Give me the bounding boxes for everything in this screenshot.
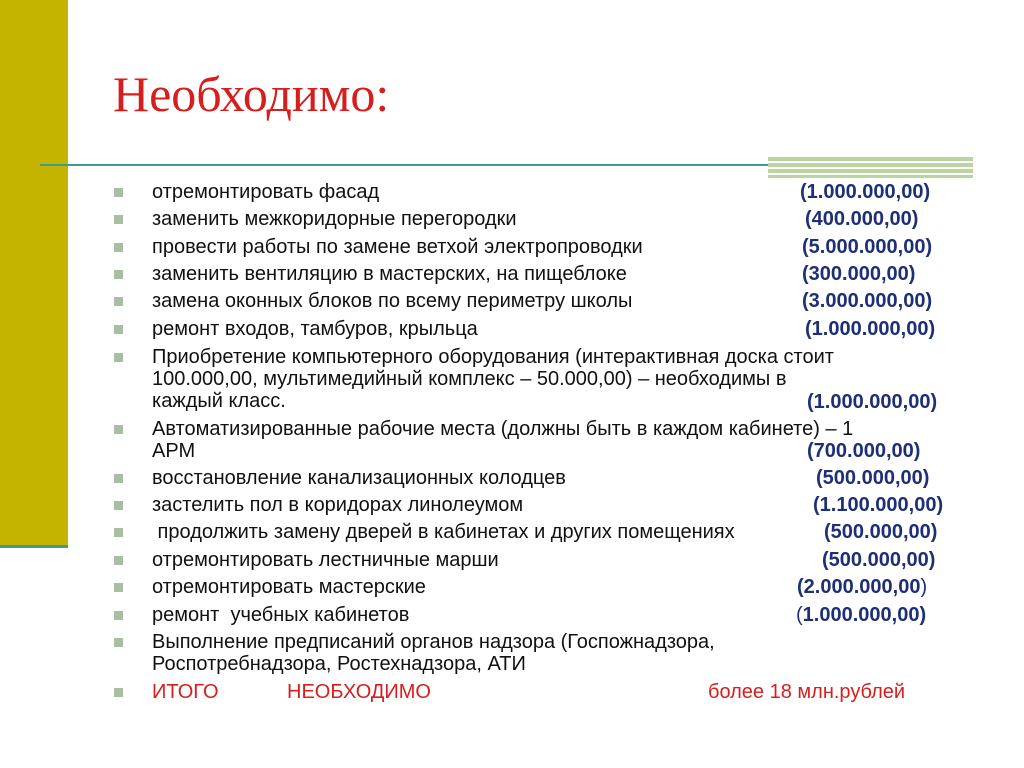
item-text: продолжить замену дверей в кабинетах и других помещениях [152, 521, 735, 543]
item-text: провести работы по замене ветхой электропроводки [152, 236, 643, 258]
item-amount: (1.000.000,00) [805, 318, 936, 340]
item-text: восстановление канализационных колодцев [152, 467, 566, 489]
item-amount-paren: ( [796, 604, 803, 626]
item-text-line: Выполнение предписаний органов надзора (Госпожнадзора, [152, 631, 715, 653]
item-text: ремонт входов, тамбуров, крыльца [152, 318, 478, 340]
item-text: отремонтировать мастерские [152, 576, 426, 598]
item-amount [797, 576, 927, 598]
list-item [152, 263, 972, 285]
total-label-necessary: НЕОБХОДИМО [287, 681, 431, 703]
list-item [152, 494, 972, 516]
bullet-icon [114, 270, 123, 279]
item-amount: (1.000.000,00) [807, 391, 938, 413]
item-amount: (500.000,00) [824, 521, 938, 543]
item-text: отремонтировать лестничные марши [152, 549, 499, 571]
item-text: ремонт учебных кабинетов [152, 604, 410, 626]
item-amount: (700.000,00) [807, 440, 921, 462]
item-amount: (1.000.000,00) [800, 181, 931, 203]
item-amount-paren: ) [920, 576, 928, 598]
bullet-icon [114, 528, 123, 537]
bullet-icon [114, 688, 123, 697]
page-title: Необходимо: [113, 66, 390, 122]
list-item [152, 631, 972, 675]
bullet-icon [114, 638, 123, 647]
item-amount [796, 604, 926, 626]
list-item [152, 604, 972, 626]
bullet-icon [114, 474, 123, 483]
bullet-icon [114, 215, 123, 224]
bullet-icon [114, 501, 123, 510]
item-text: замена оконных блоков по всему периметру школы [152, 290, 633, 312]
item-text: отремонтировать фасад [152, 181, 380, 203]
total-label: ИТОГО [152, 681, 219, 703]
bullet-icon [114, 556, 123, 565]
item-text-line: Автоматизированные рабочие места (должны быть в каждом кабинете) – 1 [152, 418, 854, 440]
bullet-icon [114, 425, 123, 434]
item-text: застелить пол в коридорах линолеумом [152, 494, 524, 516]
item-text-line: Приобретение компьютерного оборудования (интерактивная доска стоит [152, 346, 834, 368]
item-amount-value: 1.000.000,00) [802, 604, 927, 626]
bullet-icon [114, 325, 123, 334]
item-text: заменить межкоридорные перегородки [152, 208, 517, 230]
item-amount: (500.000,00) [822, 549, 936, 571]
list-item [152, 181, 972, 203]
list-item [152, 521, 972, 543]
list-item [152, 208, 972, 230]
bullet-icon [114, 611, 123, 620]
list-item [152, 467, 972, 489]
list-item [152, 549, 972, 571]
item-text-line: 100.000,00, мультимедийный комплекс – 50.000,00) – необходимы в [152, 368, 787, 390]
item-amount-value: (2.000.000,00 [797, 576, 921, 598]
bullet-icon [114, 243, 123, 252]
item-amount: (300.000,00) [802, 263, 916, 285]
bullet-icon [114, 297, 123, 306]
bullet-icon [114, 583, 123, 592]
list-item [152, 318, 972, 340]
total-value: более 18 млн.рублей [708, 681, 906, 703]
item-amount: (1.100.000,00) [813, 494, 944, 516]
bullet-icon [114, 188, 123, 197]
bullet-icon [114, 353, 123, 362]
list-item [152, 290, 972, 312]
item-amount: (400.000,00) [805, 208, 919, 230]
list-item [152, 346, 972, 412]
item-amount: (5.000.000,00) [802, 236, 933, 258]
list-item [152, 576, 972, 598]
item-amount: (3.000.000,00) [802, 290, 933, 312]
item-text: заменить вентиляцию в мастерских, на пищеблоке [152, 263, 627, 285]
list-item [152, 236, 972, 258]
item-text-line: АРМ [152, 440, 196, 462]
item-amount: (500.000,00) [816, 467, 930, 489]
list-item [152, 418, 972, 462]
item-text-line: каждый класс. [152, 390, 286, 412]
item-text-line: Роспотребнадзора, Ростехнадзора, АТИ [152, 653, 526, 675]
